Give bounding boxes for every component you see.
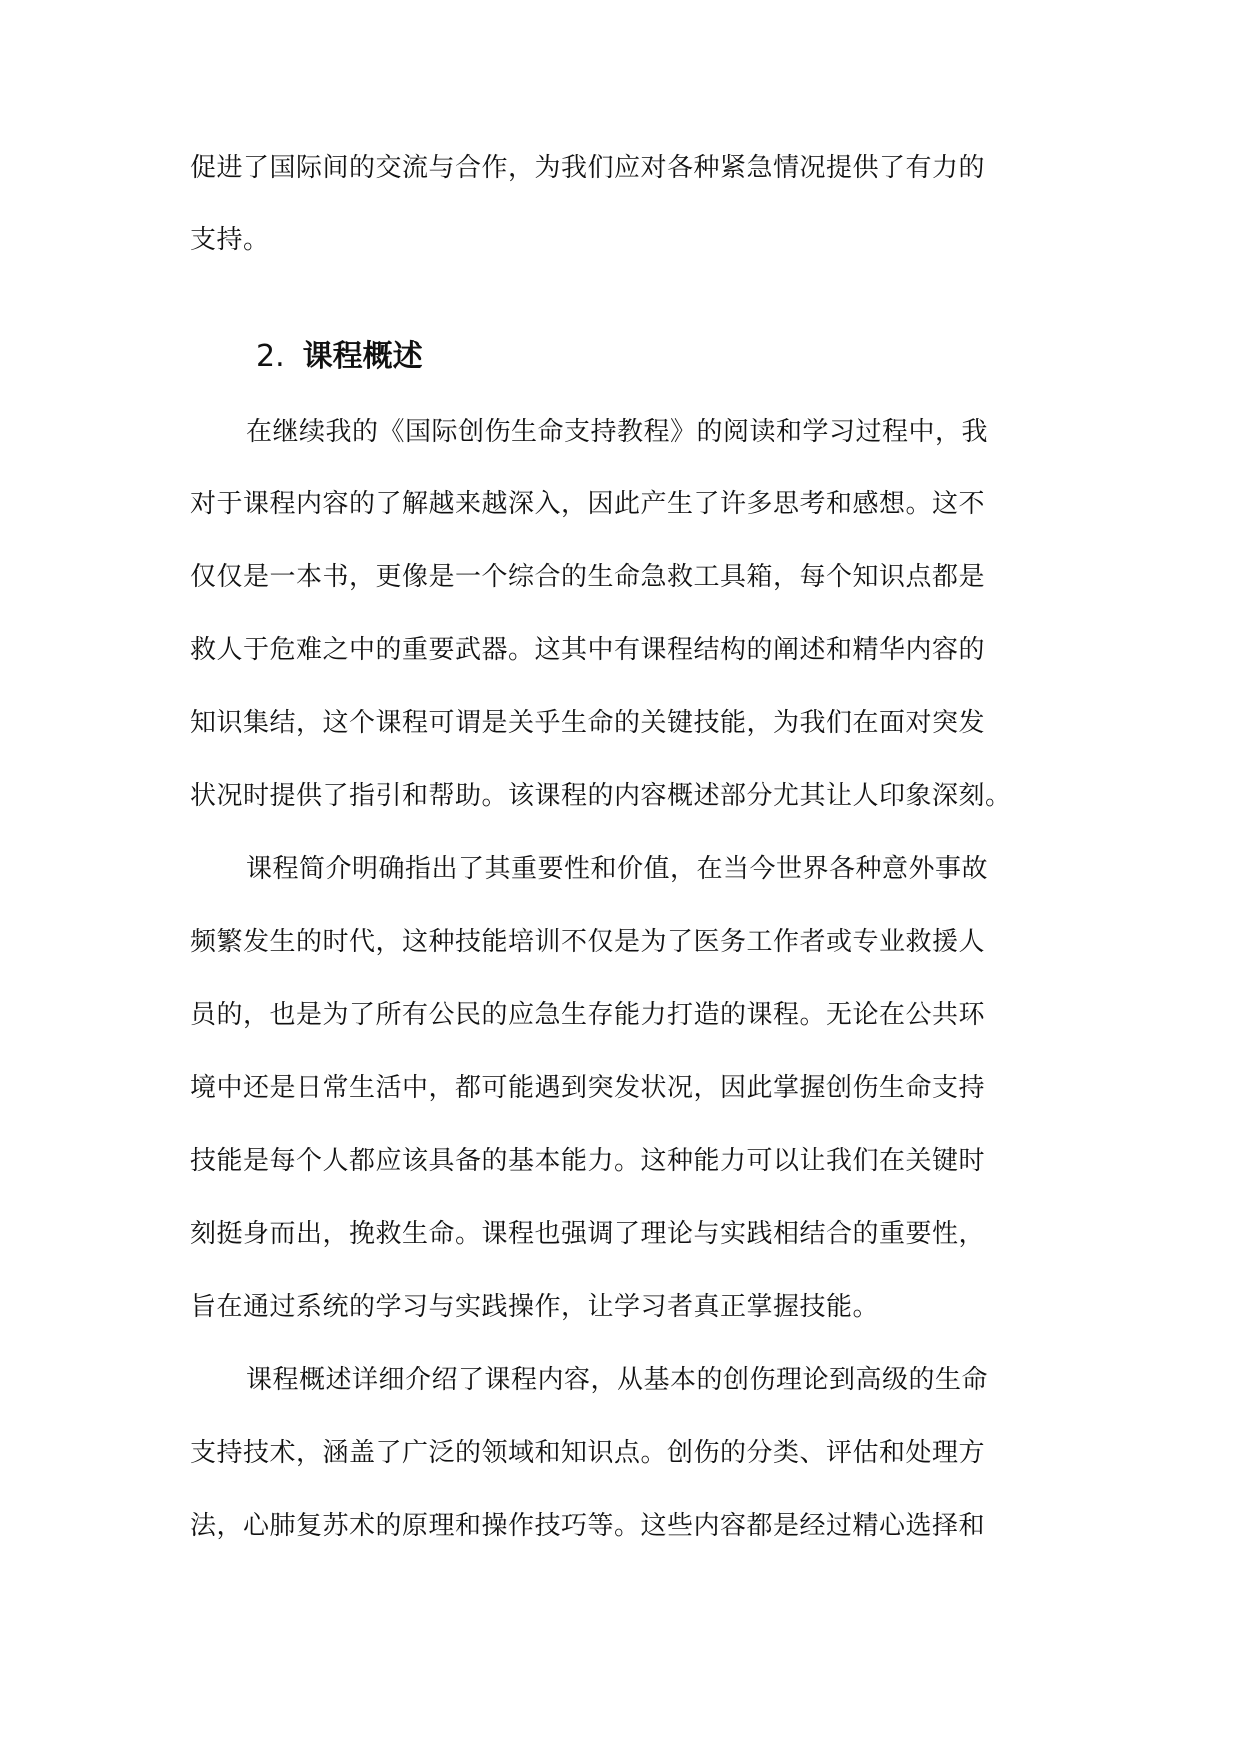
paragraph-line: 支持技术，涵盖了广泛的领域和知识点。创伤的分类、评估和处理方 <box>190 1438 986 1468</box>
paragraph-line: 对于课程内容的了解越来越深入，因此产生了许多思考和感想。这不 <box>190 489 986 519</box>
paragraph-line: 促进了国际间的交流与合作，为我们应对各种紧急情况提供了有力的 <box>190 153 986 183</box>
paragraph-line: 仅仅是一本书，更像是一个综合的生命急救工具箱，每个知识点都是 <box>190 562 986 592</box>
paragraph-line: 课程概述详细介绍了课程内容，从基本的创伤理论到高级的生命 <box>246 1365 989 1395</box>
paragraph-line: 境中还是日常生活中，都可能遇到突发状况，因此掌握创伤生命支持 <box>190 1073 986 1103</box>
paragraph-line: 法，心肺复苏术的原理和操作技巧等。这些内容都是经过精心选择和 <box>190 1511 986 1541</box>
paragraph-line: 员的，也是为了所有公民的应急生存能力打造的课程。无论在公共环 <box>190 1000 986 1030</box>
paragraph-line: 频繁发生的时代，这种技能培训不仅是为了医务工作者或专业救援人 <box>190 927 986 957</box>
paragraph-line: 救人于危难之中的重要武器。这其中有课程结构的阐述和精华内容的 <box>190 635 986 665</box>
paragraph-line: 知识集结，这个课程可谓是关乎生命的关键技能，为我们在面对突发 <box>190 708 986 738</box>
section-title: 课程概述 <box>302 339 423 374</box>
paragraph-line: 在继续我的《国际创伤生命支持教程》的阅读和学习过程中，我 <box>246 417 989 447</box>
paragraph-line: 课程简介明确指出了其重要性和价值，在当今世界各种意外事故 <box>246 854 989 884</box>
paragraph-line: 刻挺身而出，挽救生命。课程也强调了理论与实践相结合的重要性， <box>190 1219 986 1249</box>
section-number: 2. <box>256 339 285 374</box>
section-heading <box>256 337 423 377</box>
paragraph-line: 支持。 <box>190 225 270 255</box>
paragraph-line: 技能是每个人都应该具备的基本能力。这种能力可以让我们在关键时 <box>190 1146 986 1176</box>
paragraph-line: 状况时提供了指引和帮助。该课程的内容概述部分尤其让人印象深刻。 <box>190 781 1012 811</box>
paragraph-line: 旨在通过系统的学习与实践操作，让学习者真正掌握技能。 <box>190 1292 880 1322</box>
